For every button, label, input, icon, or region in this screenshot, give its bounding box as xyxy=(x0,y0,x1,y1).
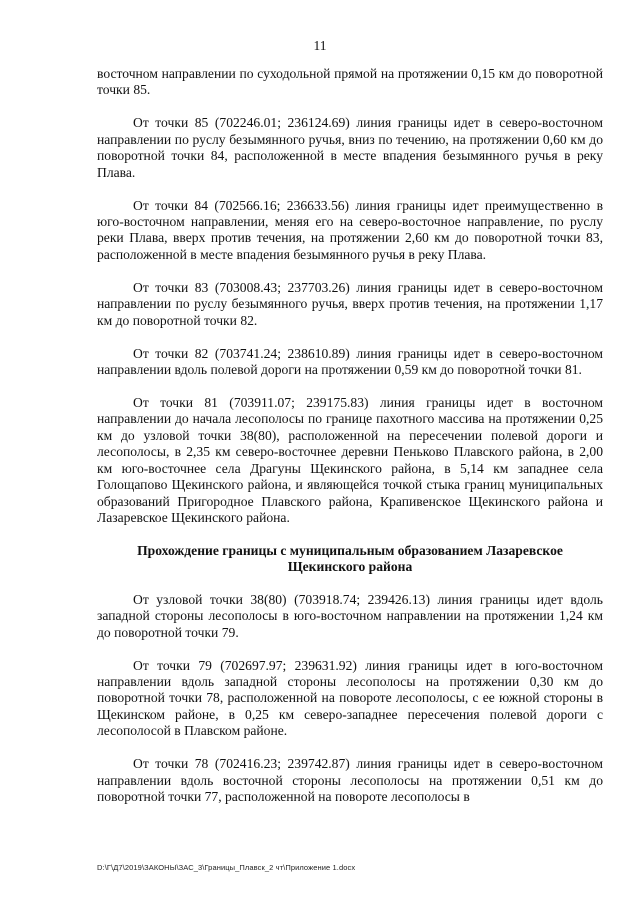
paragraph-point-84: От точки 84 (702566.16; 236633.56) линия границы идет преимущественно в юго-восточном направлении, меняя его на северо-восточное направление, по руслу реки Плава, вверх против течения, на протяжении 2,60 км до поворотной точки 83, расположенной в месте впадения безымянного ручья в реку Плава. xyxy=(97,197,603,262)
paragraph-node-38-80: От узловой точки 38(80) (703918.74; 239426.13) линия границы идет вдоль западной стороны лесополосы в юго-восточном направлении на протяжении 1,24 км до поворотной точки 79. xyxy=(97,591,603,640)
paragraph-point-78: От точки 78 (702416.23; 239742.87) линия границы идет в северо-восточном направлении вдоль восточной стороны лесополосы на протяжении 0,51 км до поворотной точки 77, расположенной на повороте лесополосы в xyxy=(97,756,603,804)
page-number: 11 xyxy=(313,38,327,53)
paragraph-point-85: От точки 85 (702246.01; 236124.69) линия границы идет в северо-восточном направлении по руслу безымянного ручья, вниз по течению, на протяжении 0,60 км до поворотной точки 84, расположенной в месте впадения безымянного ручья в реку Плава. xyxy=(97,115,603,180)
document-body xyxy=(97,66,603,822)
paragraph-point-82: От точки 82 (703741.24; 238610.89) линия границы идет в северо-восточном направлении вдоль полевой дороги на протяжении 0,59 км до поворотной точки 81. xyxy=(97,345,603,378)
paragraph-point-83: От точки 83 (703008.43; 237703.26) линия границы идет в северо-восточном направлении по руслу безымянного ручья, вверх против течения, на протяжении 1,17 км до поворотной точки 82. xyxy=(97,279,603,328)
footer-file-path: D:\Г\Д7\2019\ЗАКОНЫ\ЗАС_3\Границы_Плавск_2 чт\Приложение 1.docx xyxy=(97,863,356,872)
paragraph-point-81: От точки 81 (703911.07; 239175.83) линия границы идет в восточном направлении до начала лесополосы по границе пахотного массива на протяжении 0,25 км до узловой точки 38(80), расположенной на пересечении полевой дороги и лесополосы, в 2,35 км северо-восточнее деревни Пеньково Плавского района, в 2,00 км юго-восточнее села Драгуны Щекинского района, в 5,14 км западнее села Голощапово Щекинского района, и являющейся точкой стыка границ муниципальных образований Пригородное Плавского района, Крапивенское Щекинского района и Лазаревское Щекинского района. xyxy=(97,395,603,525)
paragraph-point-79: От точки 79 (702697.97; 239631.92) линия границы идет в юго-восточном направлении вдоль западной стороны лесополосы на протяжении 0,30 км до поворотной точки 78, расположенной на повороте лесополосы, с ее южной стороны в Щекинском районе, в 0,25 км северо-западнее пересечения полевой дороги с лесополосой в Плавском районе. xyxy=(97,657,603,739)
paragraph-continuation: восточном направлении по суходольной прямой на протяжении 0,15 км до поворотной точки 85. xyxy=(97,66,603,98)
section-heading: Прохождение границы с муниципальным образованием Лазаревское Щекинского района xyxy=(137,542,563,575)
